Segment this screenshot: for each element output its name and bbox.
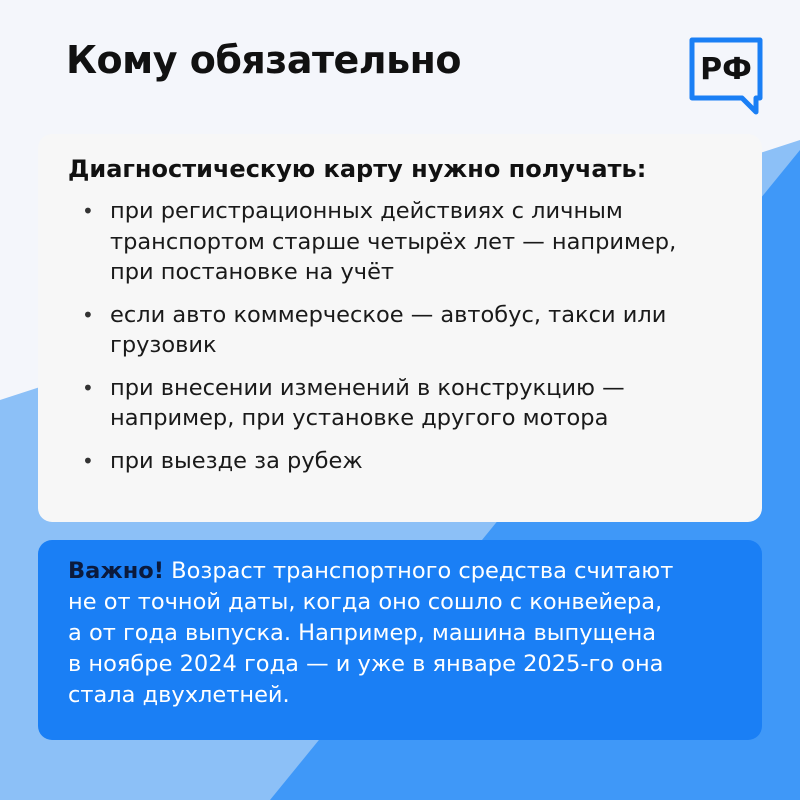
bullet-icon: • [82, 375, 94, 400]
card-title: Диагностическую карту нужно получать: [68, 155, 647, 183]
logo-text: РФ [700, 51, 752, 87]
list-item [68, 373, 732, 434]
list-item-line: если авто коммерческое — автобус, такси или [110, 301, 667, 328]
note-lead: Важно! [68, 558, 164, 584]
list-item [68, 196, 732, 288]
note-line [68, 556, 732, 587]
list-item [68, 300, 732, 361]
list-item-line: транспортом старше четырёх лет — например, [110, 228, 677, 255]
important-note [38, 540, 762, 740]
list-item [68, 446, 732, 477]
requirements-list [68, 196, 732, 476]
list-item-line: при регистрационных действиях с личным [110, 198, 623, 224]
list-item-line: при постановке на учёт [110, 259, 395, 285]
note-line: а от года выпуска. Например, машина выпущена [68, 620, 657, 646]
rf-logo [686, 36, 766, 116]
note-line: стала двухлетней. [68, 682, 290, 708]
page-title: Кому обязательно [66, 38, 462, 82]
bullet-icon: • [82, 448, 94, 473]
list-item-line: грузовик [110, 332, 217, 358]
bullet-icon: • [82, 199, 94, 223]
note-line: в ноябре 2024 года — и уже в январе 2025-го она [68, 651, 664, 677]
note-text: Возраст транспортного средства считают [164, 558, 674, 584]
list-item-line: при выезде за рубеж [110, 447, 363, 474]
note-line: не от точной даты, когда оно сошло с конвейера, [68, 589, 663, 615]
list-item-line: например, при установке другого мотора [110, 405, 609, 431]
list-item-line: при внесении изменений в конструкцию — [110, 374, 625, 401]
requirements-card [38, 134, 762, 522]
bullet-icon: • [82, 302, 94, 327]
